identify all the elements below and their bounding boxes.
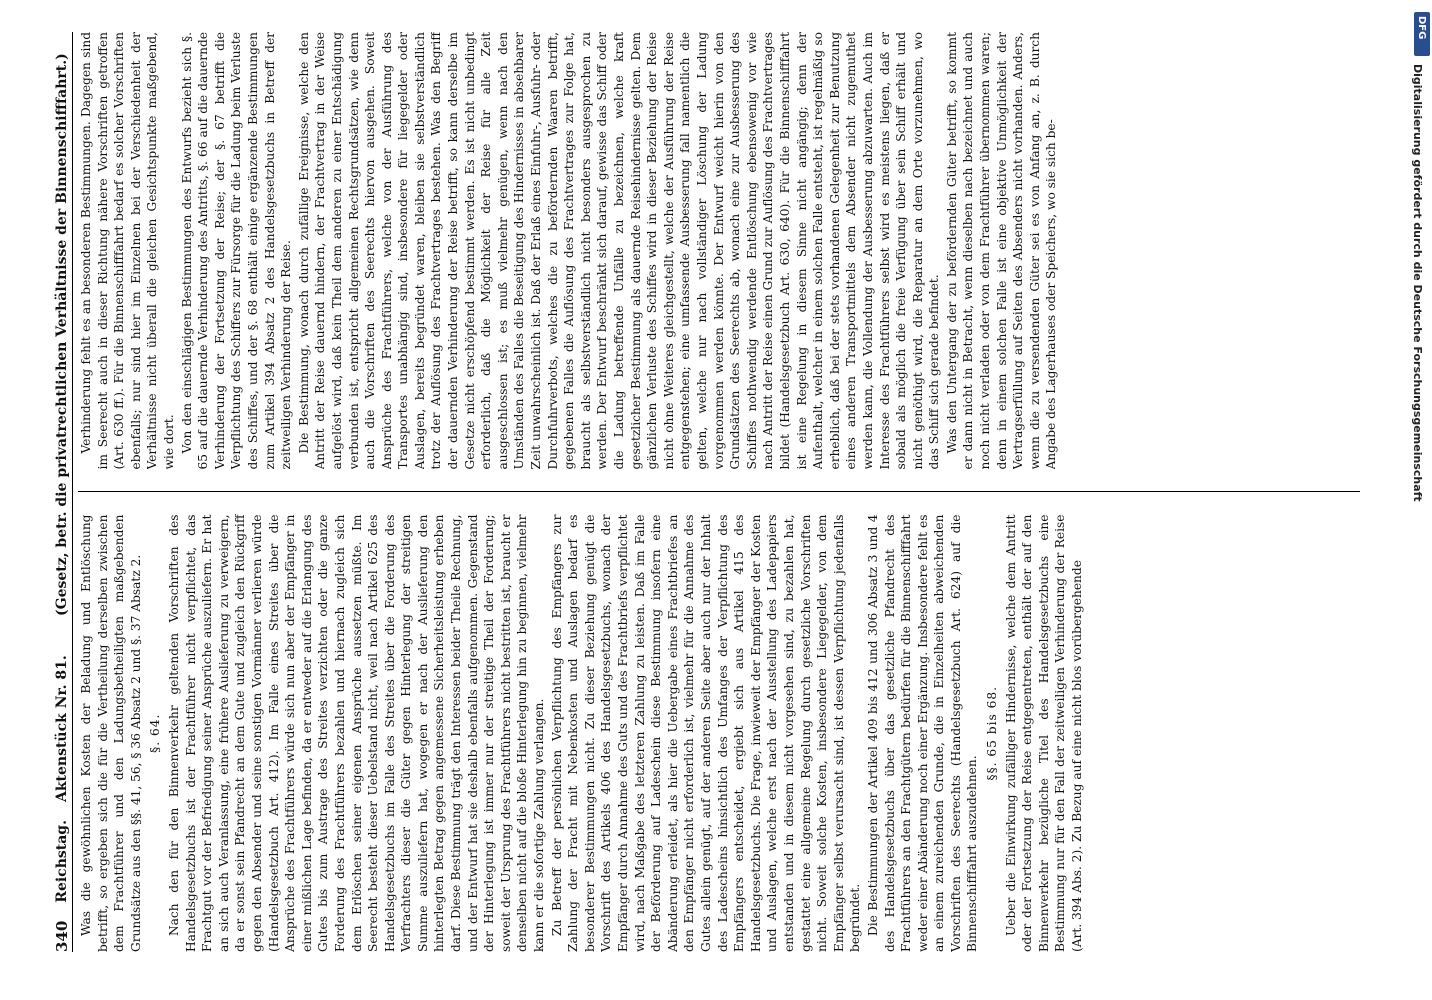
digitization-note-text: Digitalisierung gefördert durch die Deutsche Forschungsgemeinschaft: [1411, 64, 1424, 502]
header-left: Reichstag.: [53, 820, 70, 903]
header-title: Aktenstück Nr. 81.: [53, 655, 70, 803]
digitization-note: [1412, 60, 1428, 1000]
paragraph: Zu Betreff der persönlichen Verpflichtung des Empfängers zur Zahlung der Fracht mit Nebenkosten und Auslagen bedarf es besonderer Bestimmungen nicht. Zu dieser Beziehung genügt die Vorschrift des Artikels 406 des Handelsgesetzbuchs, wonach der Empfänger durch Annahme des Guts und des Frachtbriefs verpflichtet wird, nach Maßgabe des letzteren Zahlung zu leisten. Daß im Falle der Beförderung auf Ladeschein diese Bestimmung insofern eine Abänderung erleidet, als hier die Uebergabe eines Frachtbriefes an den Empfänger nicht erforderlich ist, vielmehr für die Annahme des Gutes allein genügt, auf der anderen Seite aber auch nur der Inhalt des Ladescheins hinsichtlich des Umfanges der Verpflichtung des Empfängers entscheidet, ergiebt sich aus Artikel 415 des Handelsgesetzbuchs. Die Frage, inwieweit der Empfänger der Kosten und Auslagen, welche erst nach der Ausstellung des Ladepapiers entstanden und in diesem nicht vorgesehen sind, zu bezahlen hat, gestattet eine allgemeine Regelung durch gesetzliche Vorschriften nicht. Soweit solche Kosten, insbesondere Liegegelder, von dem Empfänger selbst verursacht sind, ist dessen Verpflichtung jedenfalls begründet.: [549, 514, 863, 952]
text-columns: [78, 32, 1360, 952]
dfg-logo-label: DFG: [1416, 16, 1427, 40]
dfg-logo: [1414, 12, 1430, 56]
section-heading: §§. 65 bis 68.: [985, 685, 1000, 781]
rotated-page: [40, 12, 1380, 972]
section-heading: §. 64.: [148, 713, 163, 753]
column-left: [78, 515, 1360, 953]
running-header: [46, 32, 73, 952]
paragraph: Die Bestimmungen der Artikel 409 bis 412 und 306 Absatz 3 und 4 des Handelsgesetzbuchs über das gesetzliche Pfandrecht des Frachtführers an den Frachtgütern bedürfen für die Binnenschifffahrt weder einer Abänderung noch einer Ergänzung. Insbesondere fehlt es an einem zureichenden Grunde, die in Einzelheiten abweichenden Vorschriften des Seerechts (Handelsgesetzbuch Art. 624) auf die Binnenschifffahrt auszudehnen.: [865, 514, 980, 952]
paragraph: Nach den für den Binnenverkehr geltenden Vorschriften des Handelsgesetzbuchs ist der Frachtführer nicht verpflichtet, das Frachtgut vor der Befriedigung seiner Ansprüche auszuliefern. Er hat an sich auch Veranlassung, eine frühere Auslieferung zu verweigern, da er sonst sein Pfandrecht an dem Gute und zugleich den Rückgriff gegen den Absender und seine sonstigen Vormänner verlieren würde (Handelsgesetzbuch Art. 412). Im Falle eines Streites über die Ansprüche des Frachtführers würde sich nun aber der Empfänger in einer mißlichen Lage befinden, da er entweder auf die Erlangung des Gutes bis zum Austrage des Streites verzichten oder die ganze Forderung des Frachtführers bezahlen und hiernach zugleich sich dem Erlöschen seiner eigenen Ansprüche aussetzen müßte. Im Seerecht besteht dieser Uebelstand nicht, weil nach Artikel 625 des Handelsgesetzbuchs im Falle des Streites über die Forderung des Verfrachters dieser die Güter gegen Hinterlegung der streitigen Summe auszuliefern hat, wogegen er nach der Auslieferung den hinterlegten Betrag gegen angemessene Sicherheitsleistung erheben darf. Diese Bestimmung trägt den Interessen beider Theile Rechnung, und der Entwurf hat sie deshalb ebenfalls aufgenommen. Gegenstand der Hinterlegung ist immer nur der streitige Theil der Forderung; soweit der Ursprung des Frachtführers nicht bestritten ist, braucht er denselben nicht auf die bloße Hinterlegung hin zu beginnen, vielmehr kann er die sofortige Zahlung verlangen.: [166, 514, 547, 952]
page-number: 340: [52, 920, 71, 952]
paragraph: Was den Untergang der zu befördernden Güter betrifft, so kommt er dann nicht in Betracht, wenn dieselben nach bezeichnet und auch noch nicht verladen oder von dem Frachtführer übernommen waren; denn in einem solchen Falle ist eine objektive Unmöglichkeit der Vertragserfüllung auf Seiten des Absenders nicht vorhanden. Anders, wenn die zu versendenden Güter sei es von Anfang an, z. B. durch Angabe des Lagerhauses oder Speichers, wo sie sich be-: [944, 32, 1059, 470]
paragraph: Ueber die Einwirkung zufälliger Hindernisse, welche dem Antritt oder der Fortsetzung der Reise entgegentreten, enthält der auf den Binnenverkehr bezügliche Titel des Handelsgesetzbuchs eine Bestimmung nur für den Fall der zeitweiligen Verhinderung der Reise (Art. 394 Abs. 2). Zu Bezug auf eine nicht blos vorübergehende: [1003, 514, 1085, 952]
paragraph: Verhinderung fehlt es an besonderen Bestimmungen. Dagegen sind im Seerecht auch in dieser Richtung nähere Vorschriften getroffen (Art. 630 ff.). Für die Binnenschifffahrt bedarf es solcher Vorschriften ebenfalls; nur sind hier im Einzelnen bei der Verschiedenheit der Verhältnisse nicht überall die gleichen Gesichtspunkte maßgebend, wie dort.: [79, 32, 176, 470]
column-right: [78, 32, 1360, 470]
column-divider: [78, 492, 1360, 493]
paragraph: Von den einschlägigen Bestimmungen des Entwurfs bezieht sich §. 65 auf die dauernde Verhinderung des Antritts, §. 66 auf die dauernde Verhinderung der Fortsetzung der Reise; der §. 67 betrifft die Verpflichtung des Schiffers zur Fürsorge für die Ladung beim Verluste des Schiffes, und der §. 68 enthält einige ergänzende Bestimmungen zum Artikel 394 Absatz 2 des Handelsgesetzbuchs in Betreff der zeitweiligen Verhinderung der Reise.: [179, 32, 294, 470]
header-subtitle: (Gesetz, betr. die privatrechtlichen Verhältnisse der Binnenschifffahrt.): [53, 53, 70, 617]
paragraph: Die Bestimmung, wonach durch zufällige Ereignisse, welche den Antritt der Reise dauernd hindern, der Frachtvertrag in der Weise aufgelöst wird, daß kein Theil dem anderen zu einer Entschädigung verbunden ist, entspricht allgemeinen Rechtsgrundsätzen, wie denn auch die Vorschriften des Seerechts hiervon ausgehen. Soweit Ansprüche des Frachtführers, welche von der Ausführung des Transportes unabhängig sind, insbesondere für liegegelder oder Auslagen, bereits begründet waren, bleiben sie selbstverständlich trotz der Auflösung des Frachtvertrages bestehen. Was den Begriff der dauernden Verhinderung der Reise betrifft, so kann derselbe im Gesetze nicht erschöpfend bestimmt werden. Es ist nicht unbedingt erforderlich, daß die Möglichkeit der Reise für alle Zeit ausgeschlossen ist; es muß vielmehr genügen, wenn nach den Umständen des Falles die Beseitigung des Hindernisses in absehbarer Zeit unwahrscheinlich ist. Daß der Erlaß eines Einfuhr-, Ausfuhr- oder Durchfuhrverbots, welches die zu befördernden Waaren betrifft, gegebenen Falles die Auflösung des Frachtvertrages zur Folge hat, braucht als selbstverständlich nicht besonders ausgesprochen zu werden. Der Entwurf beschränkt sich darauf, gewisse das Schiff oder die Ladung betreffende Unfälle zu bezeichnen, welche kraft gesetzlicher Bestimmung als dauernde Reisehindernisse gelten. Dem gänzlichen Verluste des Schiffes wird in dieser Beziehung der Reise nicht ohne Weiteres gleichgestellt, welche der Ausführung der Reise entgegenstehen; eine umfassende Ausbesserung fall namentlich die gelten, welche nur nach vollständiger Löschung der Ladung vorgenommen werden könnte. Der Entwurf weicht hierin von den Grundsätzen des Seerechts ab, wonach eine zur Ausbesserung des Schiffes nothwendig werdende Entlöschung ebensowenig vor wie nach Antritt der Reise einen Grund zur Auflösung des Frachtvertrages bildet (Handelsgesetzbuch Art. 630, 640). Für die Binnenschifffahrt ist eine Regelung in diesem Sinne nicht angängig; denn der Aufenthalt, welcher in einem solchen Falle entsteht, ist regelmäßig so erheblich, daß bei der stets vorhandenen Gelegenheit zur Benutzung eines anderen Transportmittels dem Absender nicht zugemuthet werden kann, die Vollendung der Ausbesserung abzuwarten. Auch im Interesse des Frachtführers selbst wird es meistens liegen, daß er sobald als möglich die freie Verfügung über sein Schiff erhält und nicht genöthigt wird, die Reparatur an dem Orte vorzunehmen, wo das Schiff sich gerade befindet.: [296, 32, 942, 470]
paragraph: Was die gewöhnlichen Kosten der Beladung und Entlöschung betrifft, so ergeben sich die für die Vertheilung derselben zwischen dem Frachtführer und den Ladungsbetheiligten maßgebenden Grundsätze aus den §§. 41, 56, § 36 Absatz 2 und §. 37 Absatz 2.: [79, 514, 143, 952]
